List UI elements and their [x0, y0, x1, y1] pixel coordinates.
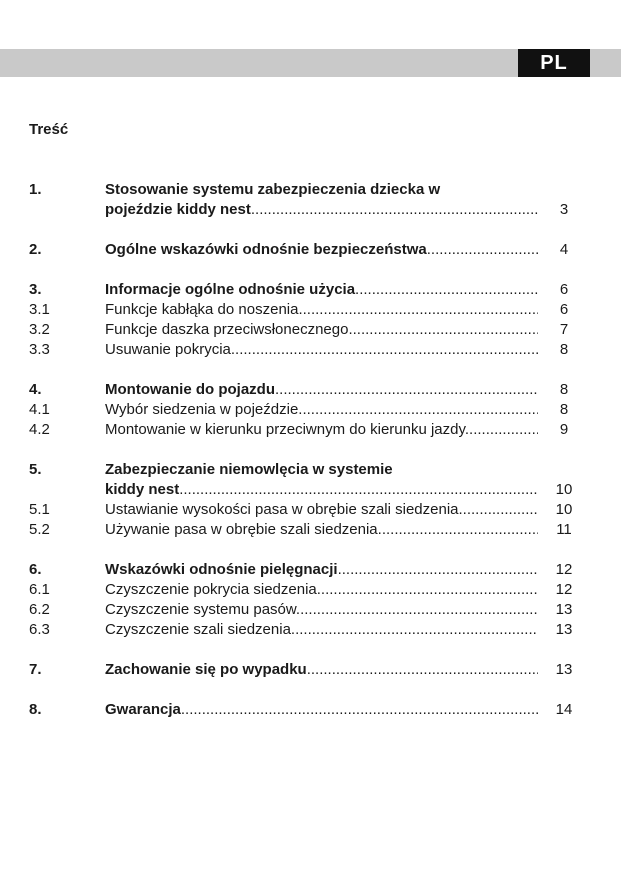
toc-page: 7 — [559, 321, 569, 338]
toc-entry: Zachowanie się po wypadku ..... — [105, 660, 538, 680]
toc-page: 12 — [555, 561, 573, 578]
toc-subsection-6-3[interactable] — [29, 620, 579, 640]
toc-number: 7. — [29, 661, 42, 678]
toc-number: 5.2 — [29, 521, 50, 538]
toc-entry: Używanie pasa w obrębie szali siedzenia ..... — [105, 520, 538, 540]
toc-number: 5. — [29, 461, 42, 478]
toc-page: 13 — [555, 621, 573, 638]
toc-section-6[interactable] — [29, 560, 579, 580]
toc-number: 6.2 — [29, 601, 50, 618]
toc-number: 4.2 — [29, 421, 50, 438]
toc-title-line2: kiddy nest ..... — [105, 480, 538, 500]
toc-title: Treść — [29, 121, 69, 138]
toc-page: 13 — [555, 661, 573, 678]
toc-page: 4 — [559, 241, 569, 258]
toc-number: 3.2 — [29, 321, 50, 338]
toc-page: 10 — [555, 501, 573, 518]
toc-subsection-4-2[interactable] — [29, 420, 579, 440]
toc-subsection-3-2[interactable] — [29, 320, 579, 340]
toc-entry: Wskazówki odnośnie pielęgnacji ..... — [105, 560, 538, 580]
toc-subsection-3-3[interactable] — [29, 340, 579, 360]
toc-entry: Gwarancja ..... — [105, 700, 538, 720]
toc-page: 8 — [559, 341, 569, 358]
toc-entry: Czyszczenie szali siedzenia ..... — [105, 620, 538, 640]
toc-subsection-3-1[interactable] — [29, 300, 579, 320]
toc-section-2[interactable] — [29, 240, 579, 260]
toc-page: 6 — [559, 281, 569, 298]
toc-entry: Montowanie w kierunku przeciwnym do kierunku jazdy ..... — [105, 420, 538, 440]
toc-section-3[interactable] — [29, 280, 579, 300]
toc-page: 8 — [559, 381, 569, 398]
toc-page: 14 — [555, 701, 573, 718]
toc-section-4[interactable] — [29, 380, 579, 400]
toc-entry: Ustawianie wysokości pasa w obrębie szali siedzenia ..... — [105, 500, 538, 520]
toc-number: 6. — [29, 561, 42, 578]
toc-page: 8 — [559, 401, 569, 418]
toc-page: 10 — [555, 481, 573, 498]
toc-title-line2: pojeździe kiddy nest ..... — [105, 200, 538, 220]
toc-number: 6.1 — [29, 581, 50, 598]
toc-subsection-5-1[interactable] — [29, 500, 579, 520]
toc-number: 4. — [29, 381, 42, 398]
toc-number: 2. — [29, 241, 42, 258]
toc-title-line1: Zabezpieczanie niemowlęcia w systemie — [105, 461, 393, 478]
toc-page: 3 — [559, 201, 569, 218]
toc-subsection-6-1[interactable] — [29, 580, 579, 600]
toc-section-1[interactable] — [29, 180, 579, 200]
toc-number: 3.3 — [29, 341, 50, 358]
toc-entry: Usuwanie pokrycia ..... — [105, 340, 538, 360]
toc-entry: Wybór siedzenia w pojeździe ..... — [105, 400, 538, 420]
toc-number: 1. — [29, 181, 42, 198]
toc-entry: Ogólne wskazówki odnośnie bezpieczeństwa ..... — [105, 240, 538, 260]
toc-number: 6.3 — [29, 621, 50, 638]
table-of-contents — [29, 180, 579, 720]
toc-entry: Funkcje daszka przeciwsłonecznego ..... — [105, 320, 538, 340]
toc-title-line1: Stosowanie systemu zabezpieczenia dziecka w — [105, 181, 441, 198]
language-badge: PL — [518, 49, 590, 77]
header-bar — [0, 49, 621, 77]
toc-section-5-cont[interactable] — [29, 480, 579, 500]
toc-page: 12 — [555, 581, 573, 598]
toc-section-8[interactable] — [29, 700, 579, 720]
toc-section-5[interactable] — [29, 460, 579, 480]
toc-entry: Montowanie do pojazdu ..... — [105, 380, 538, 400]
toc-section-7[interactable] — [29, 660, 579, 680]
toc-number: 5.1 — [29, 501, 50, 518]
toc-entry: Czyszczenie systemu pasów ..... — [105, 600, 538, 620]
toc-number: 3. — [29, 281, 42, 298]
toc-number: 8. — [29, 701, 42, 718]
toc-page: 13 — [555, 601, 573, 618]
toc-section-1-cont[interactable] — [29, 200, 579, 220]
toc-number: 3.1 — [29, 301, 50, 318]
toc-number: 4.1 — [29, 401, 50, 418]
toc-subsection-5-2[interactable] — [29, 520, 579, 540]
toc-subsection-4-1[interactable] — [29, 400, 579, 420]
toc-page: 6 — [559, 301, 569, 318]
toc-subsection-6-2[interactable] — [29, 600, 579, 620]
toc-entry: Informacje ogólne odnośnie użycia ..... — [105, 280, 538, 300]
toc-page: 11 — [556, 521, 572, 538]
toc-entry: Funkcje kabłąka do noszenia ..... — [105, 300, 538, 320]
toc-page: 9 — [559, 421, 569, 438]
toc-entry: Czyszczenie pokrycia siedzenia ..... — [105, 580, 538, 600]
